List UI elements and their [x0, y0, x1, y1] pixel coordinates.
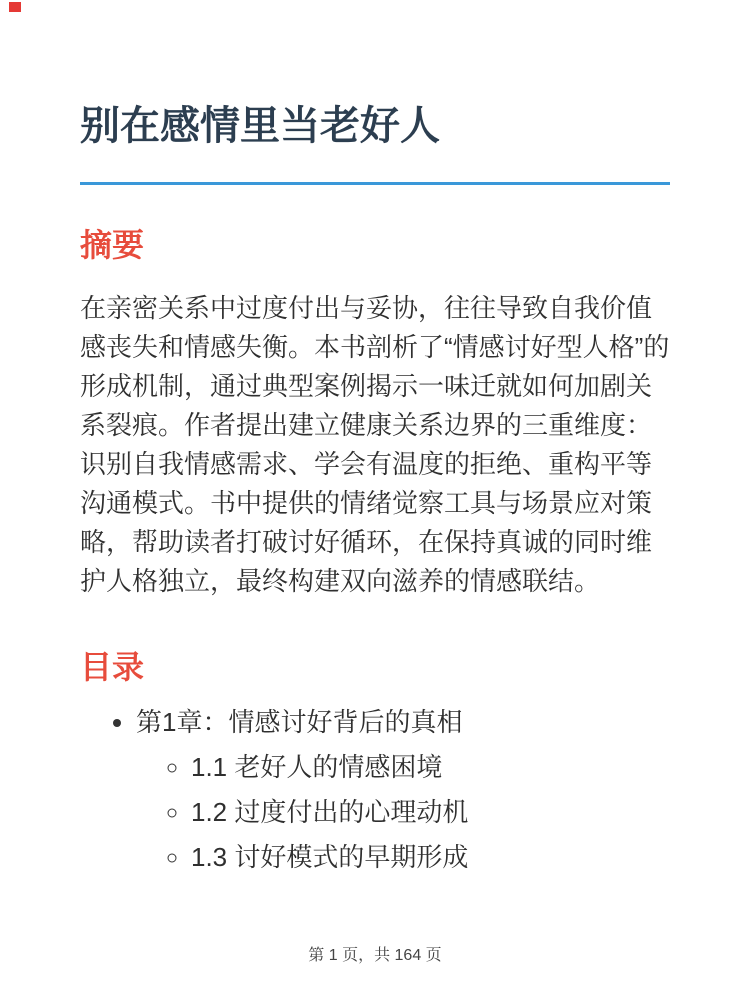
- toc-list: [80, 707, 670, 872]
- toc-section-label: 1.2 过度付出的心理动机: [191, 797, 469, 827]
- toc-heading: 目录: [80, 649, 145, 685]
- page-number-indicator: 第 1 页，共 164 页: [308, 947, 442, 964]
- toc-section-item: [191, 797, 670, 827]
- toc-chapter-label: 第1章：情感讨好背后的真相: [136, 707, 463, 737]
- toc-sublist: [136, 752, 670, 872]
- toc-section-label: 1.1 老好人的情感困境: [191, 752, 443, 782]
- toc-section-item: [191, 842, 670, 872]
- page-title: 别在感情里当老好人: [80, 0, 670, 185]
- toc-section-label: 1.3 讨好模式的早期形成: [191, 842, 469, 872]
- summary-paragraph: 在亲密关系中过度付出与妥协，往往导致自我价值感丧失和情感失衡。本书剖析了“情感讨好型人格”的形成机制，通过典型案例揭示一味迁就如何加剧关系裂痕。作者提出建立健康关系边界的三重维度：识别自我情感需求、学会有温度的拒绝、重构平等沟通模式。书中提供的情绪觉察工具与场景应对策略，帮助读者打破讨好循环，在保持真诚的同时维护人格独立，最终构建双向滋养的情感联结。: [80, 293, 670, 596]
- summary-heading: 摘要: [80, 227, 145, 263]
- toc-chapter-item: [136, 707, 670, 872]
- toc-section-item: [191, 752, 670, 782]
